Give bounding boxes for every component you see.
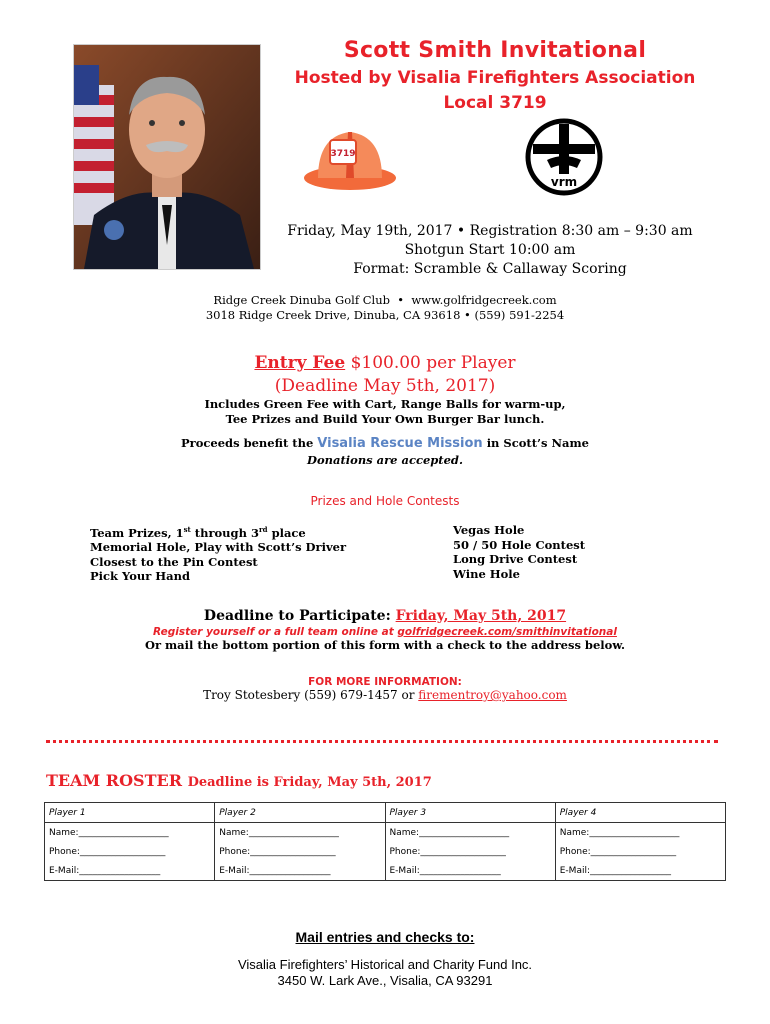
proceeds-suffix: in Scott’s Name <box>486 436 589 450</box>
firefighter-helmet-logo <box>300 122 400 194</box>
name-field[interactable]: Name:____________________ <box>385 823 555 843</box>
proceeds-line <box>100 435 670 452</box>
title-block <box>260 38 730 114</box>
event-details <box>240 222 740 279</box>
more-info-heading: FOR MORE INFORMATION: <box>308 676 462 688</box>
club-website: www.golfridgecreek.com <box>411 293 557 307</box>
name-field[interactable]: Name:____________________ <box>45 823 215 843</box>
fee-amount: $100.00 per Player <box>350 353 516 373</box>
fee-deadline: (Deadline May 5th, 2017) <box>274 376 496 396</box>
deadline-date: Friday, May 5th, 2017 <box>395 608 567 624</box>
prize-item: Pick Your Hand <box>90 569 191 584</box>
donations-note: Donations are accepted. <box>307 453 463 467</box>
proceeds-section <box>100 435 670 468</box>
email-field[interactable]: E-Mail:__________________ <box>555 861 725 881</box>
player-header: Player 1 <box>45 803 215 823</box>
fee-line <box>100 352 670 375</box>
venue-line-1: Ridge Creek Dinuba Golf Club • www.golfridgecreek.com <box>213 293 557 307</box>
phone-field[interactable]: Phone:___________________ <box>45 842 215 861</box>
name-field[interactable]: Name:____________________ <box>555 823 725 843</box>
entry-fee <box>100 352 670 398</box>
phone-field[interactable]: Phone:___________________ <box>215 842 385 861</box>
table-row <box>45 823 726 843</box>
email-field[interactable]: E-Mail:__________________ <box>385 861 555 881</box>
contact-line <box>100 688 670 703</box>
prize-item: Memorial Hole, Play with Scott’s Driver <box>90 540 347 555</box>
helmet-badge-text: 3719 <box>330 149 356 159</box>
contact-email-link[interactable]: firementroy@yahoo.com <box>418 688 567 702</box>
proceeds-prefix: Proceeds benefit the <box>181 436 314 450</box>
register-online <box>60 625 710 639</box>
deadline-label: Deadline to Participate: <box>203 608 391 624</box>
prizes-heading: Prizes and Hole Contests <box>310 494 460 508</box>
table-row <box>45 803 726 823</box>
player-header: Player 3 <box>385 803 555 823</box>
venue-details <box>120 293 650 323</box>
table-row <box>45 842 726 861</box>
club-phone: (559) 591-2254 <box>474 308 565 322</box>
roster-heading <box>46 771 432 793</box>
includes-line-2: Tee Prizes and Build Your Own Burger Bar lunch. <box>225 412 545 426</box>
date-registration-line: Friday, May 19th, 2017 • Registration 8:30 am – 9:30 am <box>287 223 693 239</box>
roster-deadline: Deadline is Friday, May 5th, 2017 <box>187 775 432 790</box>
club-name: Ridge Creek Dinuba Golf Club <box>213 293 390 307</box>
visalia-rescue-mission-logo <box>525 118 603 196</box>
mailing-org: Visalia Firefighters’ Historical and Charity Fund Inc. <box>237 957 533 972</box>
page-title: Scott Smith Invitational <box>343 38 647 63</box>
prize-item: Long Drive Contest <box>453 552 578 566</box>
player-header: Player 2 <box>215 803 385 823</box>
participate-deadline <box>100 607 670 625</box>
prizes-left-list <box>90 523 410 584</box>
mail-heading: Mail entries and checks to: <box>295 929 475 945</box>
fee-includes <box>100 397 670 427</box>
mailing-address <box>100 957 670 989</box>
roster-title: TEAM ROSTER <box>46 771 182 790</box>
cut-line-divider <box>46 740 718 743</box>
email-field[interactable]: E-Mail:__________________ <box>45 861 215 881</box>
prize-item: Closest to the Pin Contest <box>90 554 258 569</box>
venue-line-2: 3018 Ridge Creek Drive, Dinuba, CA 93618 • (559) 591-2254 <box>205 308 565 322</box>
fee-label: Entry Fee <box>254 353 346 373</box>
includes-line-1: Includes Green Fee with Cart, Range Balls for warm-up, <box>204 397 566 411</box>
team-roster-table <box>44 802 726 881</box>
contact-text: Troy Stotesbery (559) 679-1457 or <box>203 688 415 702</box>
register-link[interactable]: golfridgecreek.com/smithinvitational <box>397 626 617 638</box>
register-text: Register yourself or a full team online at <box>153 626 394 638</box>
host-line: Hosted by Visalia Firefighters Association <box>294 68 696 88</box>
shotgun-start: Shotgun Start 10:00 am <box>404 242 576 258</box>
phone-field[interactable]: Phone:___________________ <box>555 842 725 861</box>
local-line: Local 3719 <box>443 93 547 113</box>
prize-item: Wine Hole <box>453 566 520 581</box>
registration-time: Registration 8:30 am – 9:30 am <box>469 223 693 239</box>
mail-instruction: Or mail the bottom portion of this form with a check to the address below. <box>144 638 626 652</box>
prize-item: 50 / 50 Hole Contest <box>453 537 586 552</box>
prize-item: Team Prizes, 1st through 3rd place <box>90 525 306 540</box>
table-row <box>45 861 726 881</box>
player-header: Player 4 <box>555 803 725 823</box>
prize-item: Vegas Hole <box>453 523 525 537</box>
vrm-text: vrm <box>550 175 578 189</box>
phone-field[interactable]: Phone:___________________ <box>385 842 555 861</box>
firefighter-portrait-photo <box>73 44 261 270</box>
event-date: Friday, May 19th, 2017 <box>287 223 453 239</box>
mission-name: Visalia Rescue Mission <box>317 436 483 451</box>
email-field[interactable]: E-Mail:__________________ <box>215 861 385 881</box>
mailing-street: 3450 W. Lark Ave., Visalia, CA 93291 <box>277 973 493 988</box>
prizes-right-list <box>453 523 693 581</box>
name-field[interactable]: Name:____________________ <box>215 823 385 843</box>
format: Format: Scramble & Callaway Scoring <box>353 261 627 277</box>
club-address: 3018 Ridge Creek Drive, Dinuba, CA 93618 <box>205 308 461 322</box>
